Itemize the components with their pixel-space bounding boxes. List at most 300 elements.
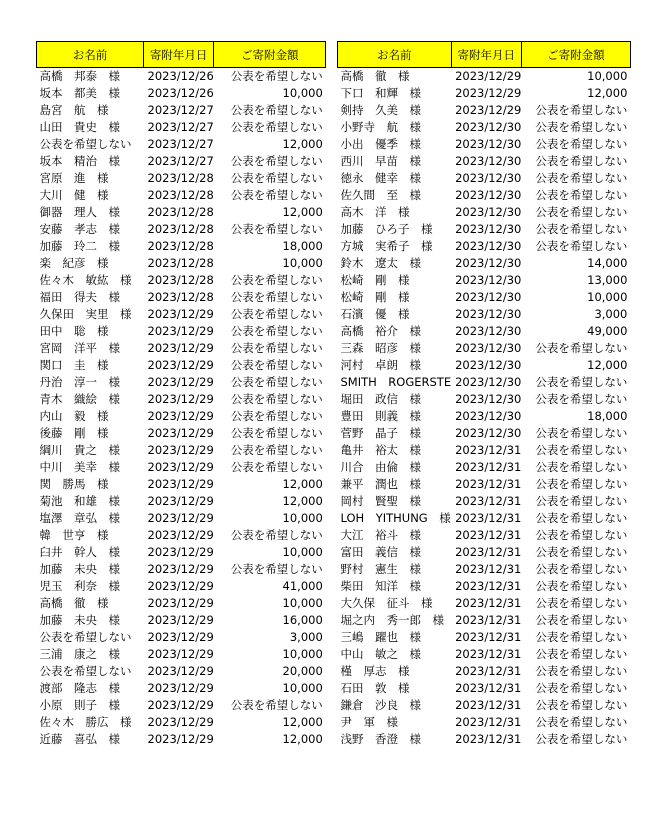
donor-name: 福田 得夫 様 — [39, 290, 120, 304]
donation-amount: 10,000 — [282, 545, 323, 559]
donation-date: 2023/12/29 — [147, 596, 214, 610]
donation-amount: 12,000 — [587, 86, 628, 100]
donor-name: 小野寺 航 様 — [340, 120, 421, 134]
table-row — [338, 408, 631, 425]
table-row — [338, 187, 631, 204]
donation-date: 2023/12/31 — [455, 732, 522, 746]
donation-amount: 公表を希望しない — [230, 409, 323, 423]
donor-name: 公表を希望しない — [39, 630, 132, 644]
donation-amount: 12,000 — [282, 137, 323, 151]
donation-date: 2023/12/28 — [147, 222, 214, 236]
donation-date: 2023/12/29 — [147, 324, 214, 338]
donation-date: 2023/12/30 — [455, 290, 522, 304]
donation-amount: 13,000 — [587, 273, 628, 287]
donation-amount: 公表を希望しない — [535, 715, 628, 729]
donation-amount: 12,000 — [587, 358, 628, 372]
donation-amount: 12,000 — [282, 732, 323, 746]
donation-amount: 20,000 — [282, 664, 323, 678]
table-row — [37, 612, 326, 629]
donation-date: 2023/12/27 — [147, 103, 214, 117]
donation-amount: 公表を希望しない — [535, 103, 628, 117]
table-row — [37, 391, 326, 408]
table-row — [338, 714, 631, 731]
donor-name: 富田 義信 様 — [340, 545, 421, 559]
donation-date: 2023/12/29 — [147, 307, 214, 321]
donation-amount: 公表を希望しない — [230, 341, 323, 355]
donation-date: 2023/12/30 — [455, 392, 522, 406]
donation-amount: 公表を希望しない — [230, 426, 323, 440]
donation-date: 2023/12/27 — [147, 120, 214, 134]
donation-amount: 公表を希望しない — [535, 664, 628, 678]
table-row — [37, 357, 326, 374]
header-name: お名前 — [338, 42, 452, 68]
table-row — [338, 544, 631, 561]
header-name: お名前 — [37, 42, 144, 68]
donation-date: 2023/12/29 — [147, 681, 214, 695]
donation-amount: 公表を希望しない — [230, 188, 323, 202]
donation-amount: 41,000 — [282, 579, 323, 593]
donation-date: 2023/12/29 — [147, 460, 214, 474]
donor-name: 石濱 優 様 — [340, 307, 410, 321]
table-row — [37, 85, 326, 102]
table-row — [338, 459, 631, 476]
donation-amount: 公表を希望しない — [230, 698, 323, 712]
donation-amount: 10,000 — [282, 596, 323, 610]
table-row — [338, 612, 631, 629]
donor-name: 田中 聡 様 — [39, 324, 109, 338]
donor-name: 高橋 徹 様 — [340, 69, 410, 83]
donation-date: 2023/12/29 — [147, 528, 214, 542]
donation-amount: 公表を希望しない — [230, 324, 323, 338]
donation-amount: 公表を希望しない — [535, 171, 628, 185]
table-row — [37, 374, 326, 391]
donor-name: 佐々木 勝広 様 — [39, 715, 132, 729]
table-row — [338, 323, 631, 340]
donor-table-left — [36, 41, 326, 748]
table-row — [338, 697, 631, 714]
donation-amount: 公表を希望しない — [535, 528, 628, 542]
header-amount: ご寄附金額 — [214, 42, 326, 68]
donor-name: 近藤 喜弘 様 — [39, 732, 120, 746]
donation-amount: 公表を希望しない — [230, 358, 323, 372]
table-row — [338, 510, 631, 527]
donation-date: 2023/12/31 — [455, 613, 522, 627]
table-row — [37, 578, 326, 595]
donation-date: 2023/12/29 — [147, 341, 214, 355]
donor-name: 韓 世亨 様 — [39, 528, 109, 542]
donation-amount: 公表を希望しない — [535, 375, 628, 389]
table-row — [338, 357, 631, 374]
donor-name: 大川 健 様 — [39, 188, 109, 202]
donor-name: 野村 憲生 様 — [340, 562, 421, 576]
donation-amount: 公表を希望しない — [230, 443, 323, 457]
donation-amount: 10,000 — [282, 681, 323, 695]
donation-date: 2023/12/29 — [147, 426, 214, 440]
donor-name: 佐々木 敏紘 様 — [39, 273, 132, 287]
table-row — [338, 102, 631, 119]
table-row — [37, 459, 326, 476]
table-row — [37, 306, 326, 323]
donation-date: 2023/12/29 — [147, 562, 214, 576]
donor-name: 鎌倉 沙良 様 — [340, 698, 421, 712]
donation-date: 2023/12/29 — [147, 358, 214, 372]
donor-name: 塩澤 章弘 様 — [39, 511, 120, 525]
donation-date: 2023/12/30 — [455, 120, 522, 134]
donor-name: 宮岡 洋平 様 — [39, 341, 120, 355]
donation-date: 2023/12/31 — [455, 477, 522, 491]
donor-name: 尹 軍 様 — [340, 715, 398, 729]
donation-date: 2023/12/30 — [455, 273, 522, 287]
table-row — [338, 204, 631, 221]
donation-amount: 公表を希望しない — [230, 562, 323, 576]
table-row — [37, 102, 326, 119]
donor-name: 関口 圭 様 — [39, 358, 109, 372]
table-row — [338, 578, 631, 595]
table-row — [37, 187, 326, 204]
donor-name: 菅野 晶子 様 — [340, 426, 421, 440]
table-row — [338, 255, 631, 272]
donation-date: 2023/12/31 — [455, 596, 522, 610]
donation-amount: 公表を希望しない — [230, 154, 323, 168]
table-row — [37, 221, 326, 238]
donation-amount: 公表を希望しない — [535, 613, 628, 627]
donor-name: 菊池 和雄 様 — [39, 494, 120, 508]
donation-amount: 公表を希望しない — [535, 392, 628, 406]
donation-amount: 公表を希望しない — [535, 562, 628, 576]
donor-name: 児玉 利奈 様 — [39, 579, 120, 593]
donor-name: 下口 和輝 様 — [340, 86, 421, 100]
donor-name: 加藤 未央 様 — [39, 613, 120, 627]
donation-date: 2023/12/28 — [147, 239, 214, 253]
donation-amount: 公表を希望しない — [230, 307, 323, 321]
table-row — [338, 221, 631, 238]
donor-name: 安藤 孝志 様 — [39, 222, 120, 236]
donation-date: 2023/12/31 — [455, 460, 522, 474]
donor-name: 久保田 実里 様 — [39, 307, 132, 321]
donation-amount: 公表を希望しない — [535, 698, 628, 712]
table-row — [338, 629, 631, 646]
donation-amount: 12,000 — [282, 205, 323, 219]
donation-date: 2023/12/31 — [455, 494, 522, 508]
table-row — [37, 153, 326, 170]
donation-amount: 公表を希望しない — [535, 647, 628, 661]
table-row — [338, 663, 631, 680]
donor-name: 加藤 玲二 様 — [39, 239, 120, 253]
table-row — [37, 663, 326, 680]
donation-date: 2023/12/30 — [455, 222, 522, 236]
donation-date: 2023/12/29 — [147, 545, 214, 559]
table-row — [338, 68, 631, 86]
donation-date: 2023/12/31 — [455, 647, 522, 661]
donation-date: 2023/12/29 — [147, 715, 214, 729]
donor-name: 柴田 知洋 様 — [340, 579, 421, 593]
donation-date: 2023/12/29 — [147, 647, 214, 661]
table-row — [37, 119, 326, 136]
donor-name: 川合 由倫 様 — [340, 460, 421, 474]
donation-amount: 公表を希望しない — [535, 239, 628, 253]
donation-date: 2023/12/30 — [455, 324, 522, 338]
donation-date: 2023/12/30 — [455, 358, 522, 372]
donation-amount: 公表を希望しない — [535, 579, 628, 593]
donor-name: 佐久間 至 様 — [340, 188, 421, 202]
table-row — [37, 629, 326, 646]
donation-date: 2023/12/31 — [455, 528, 522, 542]
donation-amount: 公表を希望しない — [535, 443, 628, 457]
donation-amount: 10,000 — [282, 256, 323, 270]
donation-amount: 公表を希望しない — [230, 460, 323, 474]
donation-date: 2023/12/28 — [147, 188, 214, 202]
table-row — [37, 544, 326, 561]
donor-name: 小原 則子 様 — [39, 698, 120, 712]
donation-date: 2023/12/29 — [455, 103, 522, 117]
donation-date: 2023/12/29 — [147, 494, 214, 508]
donor-name: 小出 優季 様 — [340, 137, 421, 151]
donor-name: 方城 実希子 様 — [340, 239, 433, 253]
donor-name: 中山 敏之 様 — [340, 647, 421, 661]
donation-amount: 10,000 — [282, 86, 323, 100]
donation-date: 2023/12/31 — [455, 681, 522, 695]
donor-name: 三森 昭彦 様 — [340, 341, 421, 355]
donor-table-right — [337, 41, 631, 748]
donor-name: 松崎 剛 様 — [340, 273, 410, 287]
donor-name: 浅野 香澄 様 — [340, 732, 421, 746]
donation-date: 2023/12/29 — [147, 732, 214, 746]
table-row — [37, 527, 326, 544]
donor-name: 豊田 則義 様 — [340, 409, 421, 423]
donor-name: 公表を希望しない — [39, 664, 132, 678]
donation-date: 2023/12/27 — [147, 137, 214, 151]
donor-name: 高橋 徹 様 — [39, 596, 109, 610]
donor-name: 高木 洋 様 — [340, 205, 410, 219]
donation-date: 2023/12/29 — [147, 409, 214, 423]
table-row — [37, 510, 326, 527]
donation-amount: 公表を希望しない — [535, 205, 628, 219]
donor-name: 綱川 貴之 様 — [39, 443, 120, 457]
table-row — [37, 646, 326, 663]
donation-amount: 公表を希望しない — [230, 375, 323, 389]
donation-date: 2023/12/30 — [455, 409, 522, 423]
table-row — [37, 697, 326, 714]
table-row — [338, 561, 631, 578]
donation-amount: 12,000 — [282, 715, 323, 729]
donation-amount: 公表を希望しない — [535, 426, 628, 440]
donor-name: 坂本 精治 様 — [39, 154, 120, 168]
donation-date: 2023/12/31 — [455, 664, 522, 678]
table-row — [37, 204, 326, 221]
donation-date: 2023/12/28 — [147, 171, 214, 185]
table-row — [338, 289, 631, 306]
donation-date: 2023/12/30 — [455, 171, 522, 185]
table-row — [338, 646, 631, 663]
donor-name: 御器 理人 様 — [39, 205, 120, 219]
header-amount: ご寄附金額 — [521, 42, 630, 68]
donation-amount: 公表を希望しない — [535, 545, 628, 559]
donation-date: 2023/12/29 — [455, 69, 522, 83]
donation-date: 2023/12/29 — [147, 664, 214, 678]
donor-name: 三嶋 躍也 様 — [340, 630, 421, 644]
donation-amount: 12,000 — [282, 494, 323, 508]
table-row — [37, 731, 326, 748]
table-row — [338, 374, 631, 391]
donor-name: 渡部 隆志 様 — [39, 681, 120, 695]
donor-name: 高橋 邦泰 様 — [39, 69, 120, 83]
donor-name: 堀之内 秀一郎 様 — [340, 613, 444, 627]
table-row — [338, 85, 631, 102]
donation-amount: 公表を希望しない — [535, 630, 628, 644]
table-row — [37, 408, 326, 425]
donation-amount: 10,000 — [587, 69, 628, 83]
header-date: 寄附年月日 — [144, 42, 214, 68]
table-row — [338, 136, 631, 153]
donation-date: 2023/12/30 — [455, 154, 522, 168]
donation-date: 2023/12/31 — [455, 579, 522, 593]
donor-name: 山田 貴史 様 — [39, 120, 120, 134]
donation-date: 2023/12/29 — [147, 375, 214, 389]
donor-name: 加藤 ひろ子 様 — [340, 222, 433, 236]
donation-amount: 公表を希望しない — [535, 154, 628, 168]
donation-date: 2023/12/30 — [455, 188, 522, 202]
donation-date: 2023/12/28 — [147, 256, 214, 270]
donor-name: 島宮 航 様 — [39, 103, 109, 117]
donation-amount: 3,000 — [289, 630, 323, 644]
donor-name: 石田 敦 様 — [340, 681, 410, 695]
donation-amount: 公表を希望しない — [535, 596, 628, 610]
donation-amount: 公表を希望しない — [230, 290, 323, 304]
donation-date: 2023/12/31 — [455, 545, 522, 559]
donor-name: 鈴木 遼太 様 — [340, 256, 421, 270]
donation-amount: 公表を希望しない — [535, 120, 628, 134]
donor-name: 松崎 剛 様 — [340, 290, 410, 304]
table-row — [37, 714, 326, 731]
donation-date: 2023/12/30 — [455, 137, 522, 151]
table-row — [338, 391, 631, 408]
donation-date: 2023/12/28 — [147, 205, 214, 219]
table-row — [37, 493, 326, 510]
table-row — [338, 442, 631, 459]
table-row — [338, 527, 631, 544]
donation-date: 2023/12/28 — [147, 273, 214, 287]
donation-amount: 公表を希望しない — [230, 528, 323, 542]
donation-amount: 10,000 — [587, 290, 628, 304]
donation-date: 2023/12/31 — [455, 562, 522, 576]
donation-amount: 公表を希望しない — [535, 681, 628, 695]
donation-date: 2023/12/29 — [147, 579, 214, 593]
donor-name: 大久保 征斗 様 — [340, 596, 433, 610]
table-row — [338, 680, 631, 697]
donation-amount: 公表を希望しない — [535, 732, 628, 746]
donation-date: 2023/12/29 — [455, 86, 522, 100]
donation-date: 2023/12/29 — [147, 443, 214, 457]
donation-amount: 公表を希望しない — [535, 477, 628, 491]
table-row — [338, 476, 631, 493]
donation-date: 2023/12/27 — [147, 154, 214, 168]
donor-name: 徳永 健幸 様 — [340, 171, 421, 185]
table-row — [37, 68, 326, 86]
donation-amount: 公表を希望しない — [230, 120, 323, 134]
table-row — [338, 340, 631, 357]
donation-amount: 公表を希望しない — [230, 69, 323, 83]
donation-date: 2023/12/30 — [455, 205, 522, 219]
donation-date: 2023/12/29 — [147, 630, 214, 644]
table-row — [338, 119, 631, 136]
donation-amount: 公表を希望しない — [535, 137, 628, 151]
donation-date: 2023/12/26 — [147, 86, 214, 100]
table-row — [37, 170, 326, 187]
table-row — [37, 476, 326, 493]
table-row — [338, 272, 631, 289]
donation-amount: 公表を希望しない — [230, 103, 323, 117]
table-row — [37, 340, 326, 357]
donation-date: 2023/12/30 — [455, 375, 522, 389]
table-row — [338, 425, 631, 442]
donation-amount: 公表を希望しない — [535, 460, 628, 474]
donation-amount: 公表を希望しない — [535, 222, 628, 236]
header-date: 寄附年月日 — [451, 42, 521, 68]
donation-date: 2023/12/31 — [455, 698, 522, 712]
donation-amount: 公表を希望しない — [230, 392, 323, 406]
donation-date: 2023/12/26 — [147, 69, 214, 83]
donation-amount: 12,000 — [282, 477, 323, 491]
table-row — [37, 595, 326, 612]
table-row — [37, 255, 326, 272]
table-row — [338, 493, 631, 510]
table-row — [338, 731, 631, 748]
donor-name: 兼平 潤也 様 — [340, 477, 421, 491]
donation-date: 2023/12/28 — [147, 290, 214, 304]
donation-date: 2023/12/30 — [455, 239, 522, 253]
table-row — [338, 170, 631, 187]
donation-date: 2023/12/30 — [455, 256, 522, 270]
donor-name: 宮原 進 様 — [39, 171, 109, 185]
donation-date: 2023/12/31 — [455, 715, 522, 729]
donation-date: 2023/12/30 — [455, 341, 522, 355]
table-row — [338, 306, 631, 323]
donation-date: 2023/12/29 — [147, 511, 214, 525]
donor-name: SMITH ROGERSTE — [340, 375, 452, 389]
donor-name: 坂本 都美 様 — [39, 86, 120, 100]
donation-amount: 公表を希望しない — [230, 222, 323, 236]
donation-amount: 公表を希望しない — [535, 494, 628, 508]
donation-amount: 18,000 — [282, 239, 323, 253]
table-row — [338, 595, 631, 612]
table-row — [37, 680, 326, 697]
donation-date: 2023/12/31 — [455, 443, 522, 457]
donor-name: 三浦 康之 様 — [39, 647, 120, 661]
donation-amount: 公表を希望しない — [535, 511, 628, 525]
donation-amount: 公表を希望しない — [230, 171, 323, 185]
donor-name: 楽 紀彦 様 — [39, 256, 109, 270]
donation-amount: 公表を希望しない — [535, 341, 628, 355]
table-row — [37, 425, 326, 442]
donor-name: 堀田 政信 様 — [340, 392, 421, 406]
donor-name: 丹治 淳一 様 — [39, 375, 120, 389]
donation-amount: 10,000 — [282, 647, 323, 661]
donation-amount: 公表を希望しない — [535, 188, 628, 202]
donor-name: 高橋 裕介 様 — [340, 324, 421, 338]
donor-name: 青木 織絵 様 — [39, 392, 120, 406]
donor-name: 大江 裕斗 様 — [340, 528, 421, 542]
table-row — [37, 272, 326, 289]
donation-date: 2023/12/31 — [455, 511, 522, 525]
table-row — [37, 136, 326, 153]
donation-date: 2023/12/29 — [147, 613, 214, 627]
donation-date: 2023/12/29 — [147, 698, 214, 712]
donation-amount: 49,000 — [587, 324, 628, 338]
donor-name: 中川 美幸 様 — [39, 460, 120, 474]
donation-amount: 16,000 — [282, 613, 323, 627]
donor-name: 公表を希望しない — [39, 137, 132, 151]
donation-amount: 18,000 — [587, 409, 628, 423]
